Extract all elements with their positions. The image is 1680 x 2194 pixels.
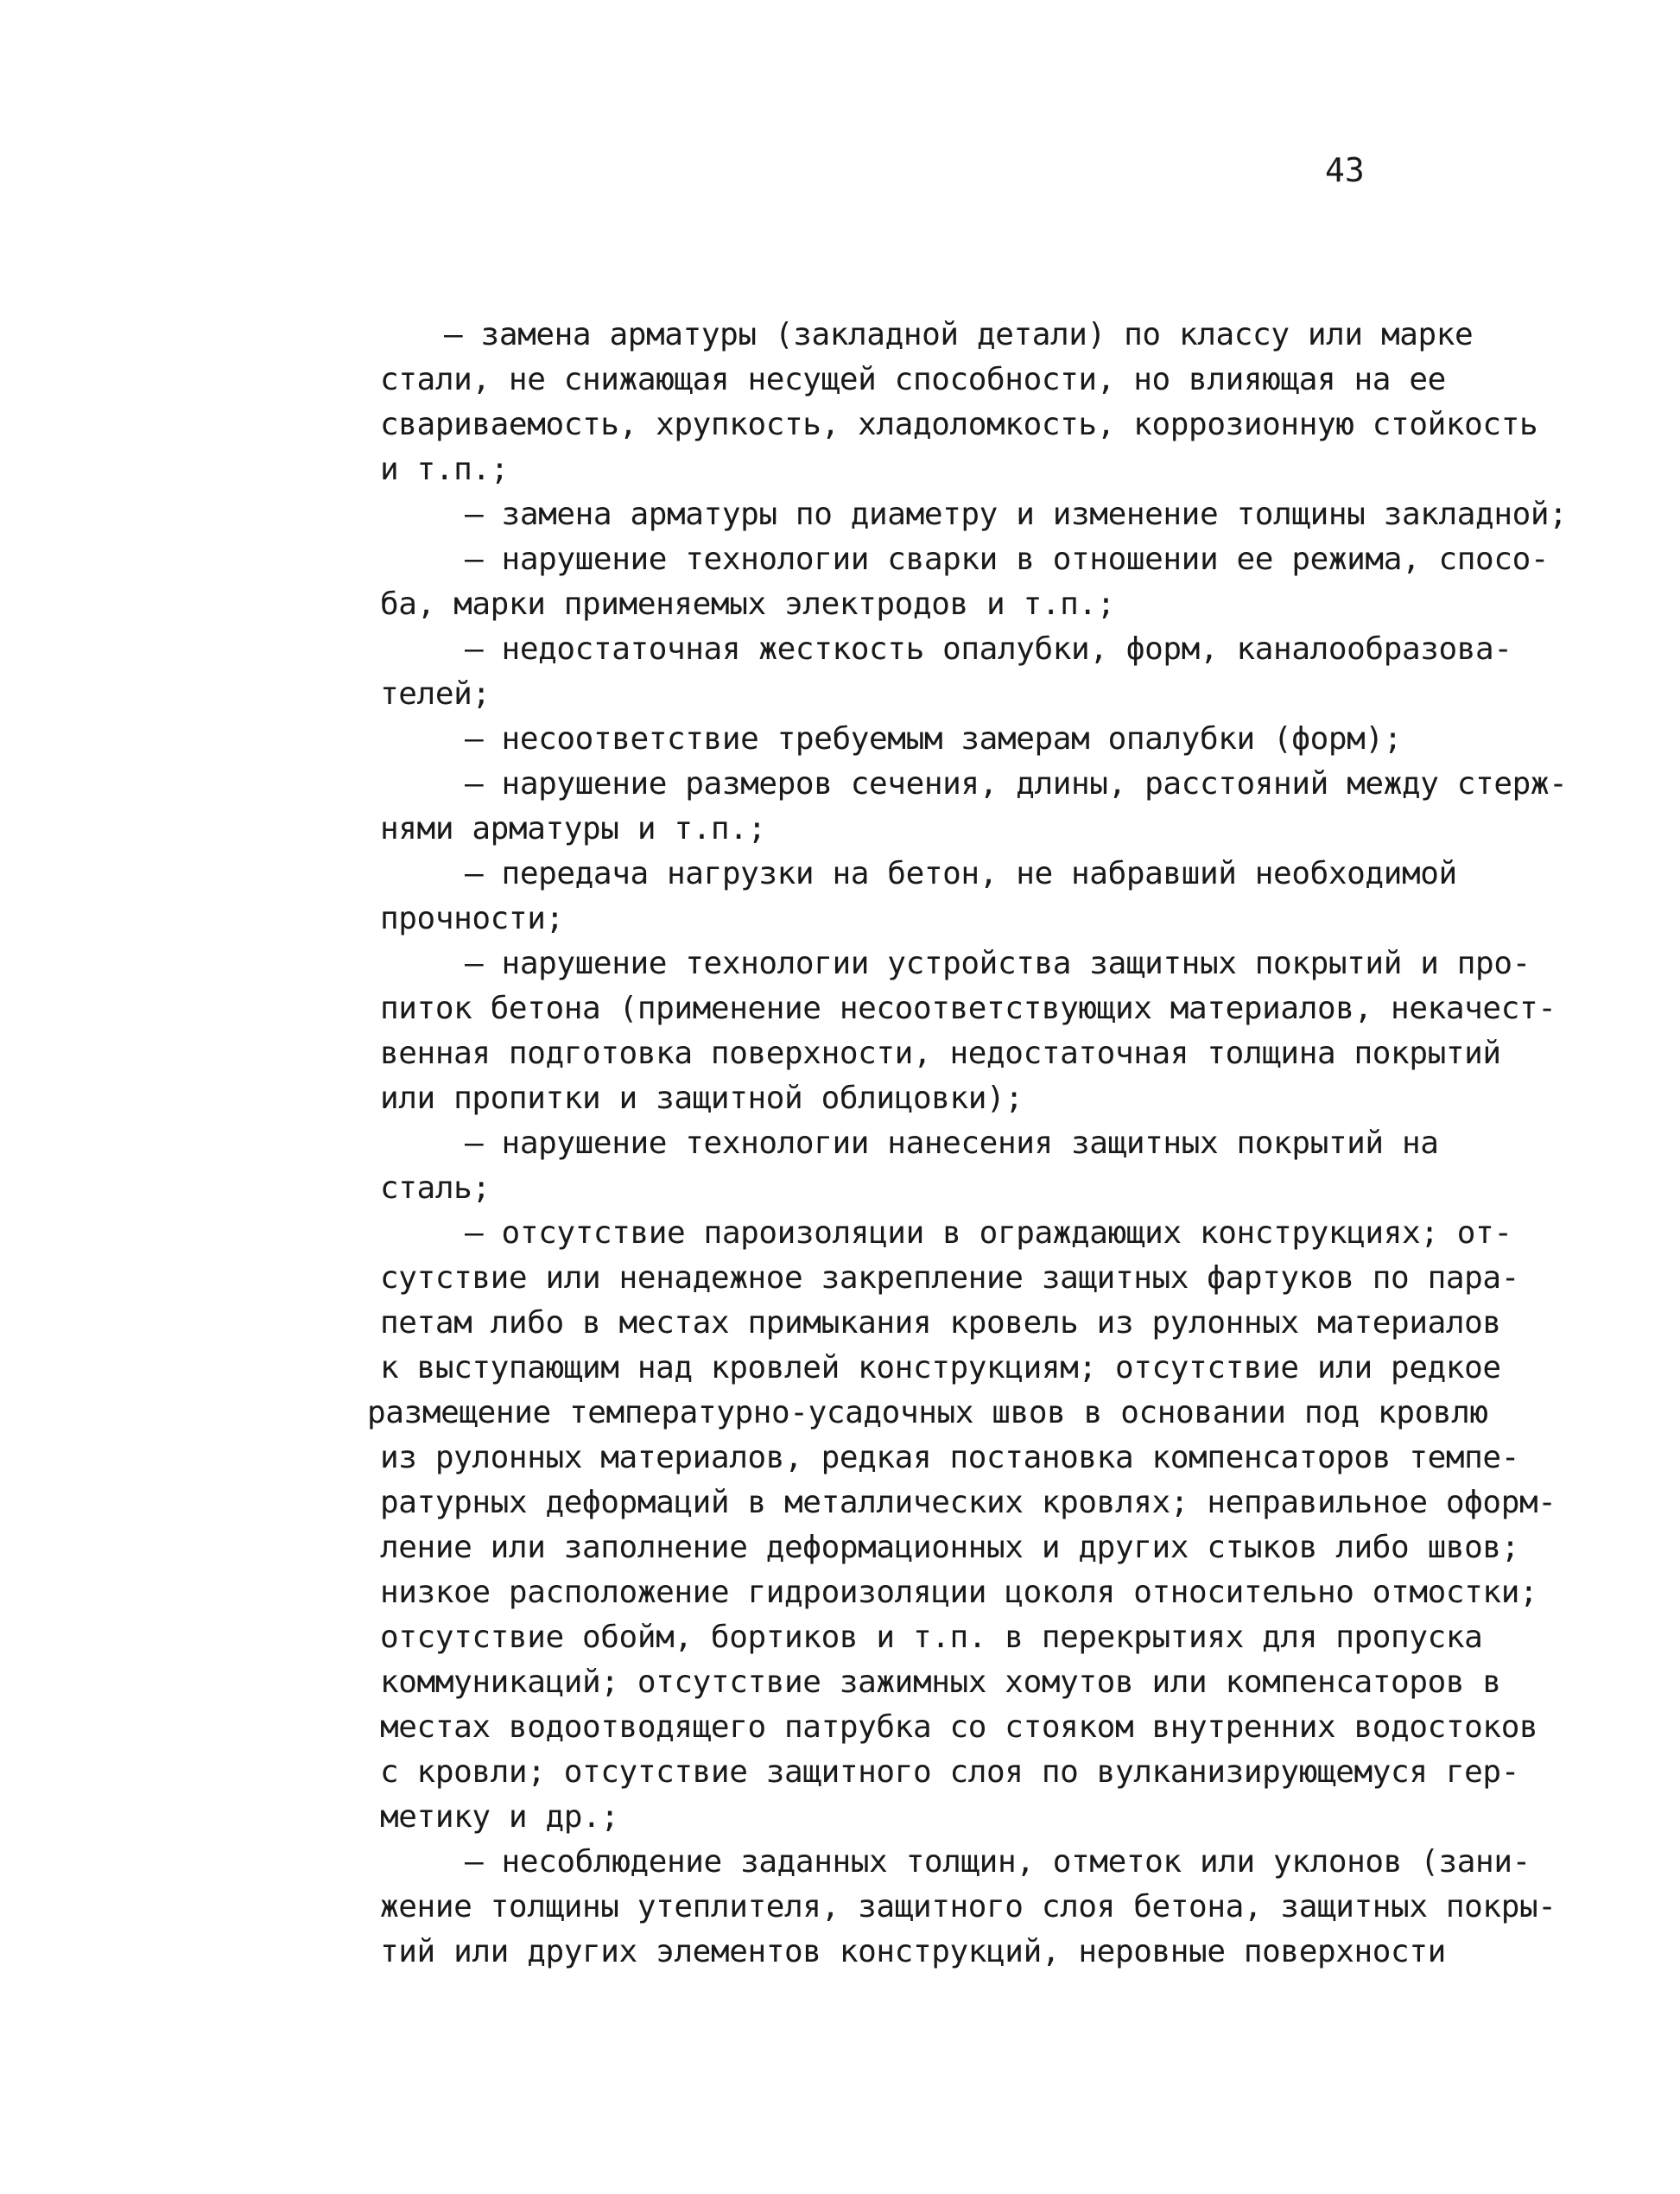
text-line: – нарушение технологии нанесения защитных покрытий на [465,1126,1439,1161]
text-line: – нарушение технологии сварки в отношении ее режима, спосо- [465,542,1550,577]
text-line: и т.п.; [380,452,509,487]
text-line: – отсутствие пароизоляции в ограждающих конструкциях; от- [465,1215,1512,1251]
text-line: – нарушение размеров сечения, длины, расстояний между стерж- [465,766,1568,802]
text-line: телей; [380,676,491,712]
text-line: – нарушение технологии устройства защитных покрытий и про- [465,946,1531,981]
text-line: ление или заполнение деформационных и других стыков либо швов; [380,1530,1519,1565]
text-line: петам либо в местах примыкания кровель из рулонных материалов [380,1305,1501,1341]
text-line: – несоответствие требуемым замерам опалубки (форм); [465,721,1402,757]
text-line: – недостаточная жесткость опалубки, форм, каналообразова- [465,631,1512,667]
text-line: сталь; [380,1170,491,1206]
text-line: низкое расположение гидроизоляции цоколя относительно отмостки; [380,1575,1538,1610]
text-line: свариваемость, хрупкость, хладоломкость, коррозионную стойкость [380,407,1538,442]
text-line: – несоблюдение заданных толщин, отметок или уклонов (зани- [465,1844,1531,1880]
text-line: коммуникаций; отсутствие зажимных хомутов или компенсаторов в [380,1665,1501,1700]
text-line: прочности; [380,901,564,936]
text-line: отсутствие обойм, бортиков и т.п. в перекрытиях для пропуска [380,1620,1483,1655]
text-line: венная подготовка поверхности, недостаточная толщина покрытий [380,1036,1501,1071]
text-line: нями арматуры и т.п.; [380,811,766,847]
text-line: питок бетона (применение несоответствующих материалов, некачест- [380,991,1556,1026]
text-line: тий или других элементов конструкций, неровные поверхности [380,1934,1446,1969]
text-line: с кровли; отсутствие защитного слоя по вулканизирующемуся гер- [380,1754,1519,1790]
text-line: стали, не снижающая несущей способности, но влияющая на ее [380,362,1446,397]
text-line: – замена арматуры (закладной детали) по классу или марке [444,317,1474,352]
text-line: жение толщины утеплителя, защитного слоя бетона, защитных покры- [380,1889,1556,1925]
text-line: – замена арматуры по диаметру и изменение толщины закладной; [465,497,1568,532]
page-number: 43 [1325,151,1365,189]
text-line: местах водоотводящего патрубка со стояком внутренних водостоков [380,1709,1538,1745]
text-line: ратурных деформаций в металлических кровлях; неправильное оформ- [380,1485,1556,1520]
text-line: сутствие или ненадежное закрепление защитных фартуков по пара- [380,1260,1519,1296]
text-line: метику и др.; [380,1799,619,1835]
text-line: или пропитки и защитной облицовки); [380,1081,1024,1116]
text-line: – передача нагрузки на бетон, не набравший необходимой [465,856,1457,891]
text-line: из рулонных материалов, редкая постановка компенсаторов темпе- [380,1440,1519,1475]
text-line: размещение температурно-усадочных швов в основании под кровлю [367,1395,1488,1430]
text-line: к выступающим над кровлей конструкциям; отсутствие или редкое [380,1350,1501,1386]
text-line: ба, марки применяемых электродов и т.п.; [380,587,1115,622]
